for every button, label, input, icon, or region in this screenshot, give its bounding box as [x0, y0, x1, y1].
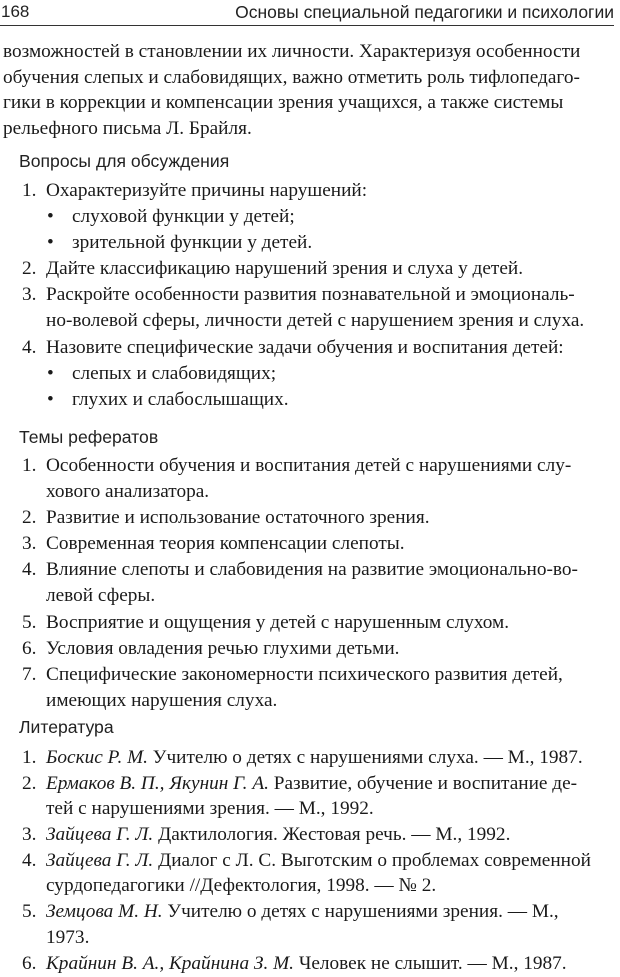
question-subitem [22, 204, 618, 230]
reference-text [46, 848, 591, 874]
reference-author: Зайцева Г. Л. [46, 849, 154, 871]
item-number: 5. [22, 611, 37, 633]
reference-author: Зайцева Г. Л. [46, 824, 154, 846]
item-text: Специфические закономерности психического развития детей, [46, 663, 563, 685]
reference-text [46, 951, 567, 977]
item-text: Дайте классификацию нарушений зрения и слуха у детей. [46, 258, 524, 280]
paragraph-line: возможностей в становлении их личности. Характеризуя особенности [3, 41, 581, 62]
reference-title: сурдопедагогики //Дефектология, 1998. — № 2. [46, 875, 437, 897]
topic-item-continuation [22, 479, 618, 505]
subitem-text: слепых и слабовидящих; [72, 362, 277, 384]
item-text: Условия овладения речью глухими детьми. [46, 637, 400, 659]
topic-item [22, 453, 618, 479]
bullet-mark: • [47, 206, 54, 228]
literature-heading: Литература [19, 717, 114, 737]
questions-heading: Вопросы для обсуждения [19, 151, 230, 171]
item-text: Современная теория компенсации слепоты. [46, 533, 405, 555]
item-text: Развитие и использование остаточного зрения. [46, 507, 430, 529]
reference-title: Дактилология. Жестовая речь. — М., 1992. [153, 824, 511, 846]
reference-item-continuation [22, 873, 618, 899]
question-item [22, 256, 618, 282]
item-number: 1. [22, 455, 37, 476]
item-text: Влияние слепоты и слабовидения на развитие эмоционально-во- [46, 559, 578, 581]
item-text: Восприятие и ощущения у детей с нарушенным слухом. [46, 611, 510, 633]
item-text: Особенности обучения и воспитания детей с нарушениями слу- [46, 455, 572, 476]
item-number: 5. [22, 901, 37, 923]
item-text: имеющих нарушения слуха. [46, 689, 278, 711]
topics-heading: Темы рефератов [19, 427, 159, 447]
topic-item [22, 505, 618, 531]
item-number: 1. [22, 180, 37, 201]
question-item [22, 282, 618, 308]
reference-text [46, 822, 510, 848]
reference-author: Земцова М. Н. [46, 901, 163, 923]
item-text: левой сферы. [46, 585, 156, 607]
topic-item [22, 610, 618, 636]
reference-item [22, 771, 618, 797]
bullet-mark: • [47, 388, 54, 410]
reference-author: Крайнин В. А., Крайнина З. М. [46, 952, 295, 974]
running-title: Основы специальной педагогики и психологии [235, 2, 614, 22]
item-number: 3. [22, 824, 37, 846]
reference-title: 1973. [46, 926, 90, 948]
topic-item [22, 636, 618, 662]
item-text: Охарактеризуйте причины нарушений: [46, 180, 368, 201]
reference-title: Диалог с Л. С. Выготским о проблемах современной [153, 849, 591, 871]
item-number: 2. [22, 258, 37, 280]
page-number: 168 [1, 2, 30, 21]
item-number: 4. [22, 849, 37, 871]
question-subitem [22, 387, 618, 413]
topics-list [22, 453, 618, 714]
reference-text [46, 771, 577, 797]
topic-item [22, 557, 618, 583]
subitem-text: глухих и слабослышащих. [72, 388, 289, 410]
item-text: Назовите специфические задачи обучения и воспитания детей: [46, 336, 564, 358]
reference-item [22, 951, 618, 977]
item-number: 7. [22, 663, 37, 685]
item-number: 4. [22, 559, 37, 581]
paragraph-line: гики в коррекции и компенсации зрения учащихся, а также системы [3, 92, 564, 114]
question-subitem [22, 230, 618, 256]
item-number: 3. [22, 284, 37, 306]
header-rule [0, 25, 614, 26]
reference-title: Человек не слышит. — М., 1987. [294, 952, 567, 974]
topic-item [22, 662, 618, 688]
reference-item-continuation [22, 796, 618, 822]
literature-list [22, 745, 618, 976]
item-number: 3. [22, 533, 37, 555]
question-subitem [22, 361, 618, 387]
bullet-mark: • [47, 232, 54, 254]
paragraph-line: рельефного письма Л. Брайля. [3, 117, 252, 139]
topic-item-continuation [22, 583, 618, 609]
question-item [22, 335, 618, 361]
item-text: но-волевой сферы, личности детей с нарушением зрения и слуха. [46, 310, 585, 332]
questions-list [22, 178, 618, 413]
item-number: 6. [22, 952, 37, 974]
topic-item [22, 531, 618, 557]
reference-text [46, 899, 559, 925]
subitem-text: зрительной функции у детей. [72, 232, 313, 254]
bullet-mark: • [47, 362, 54, 384]
question-item-continuation [22, 308, 618, 334]
reference-text [46, 745, 583, 771]
item-text: хового анализатора. [46, 481, 210, 503]
running-header [0, 0, 620, 30]
subitem-text: слуховой функции у детей; [72, 206, 295, 228]
reference-item [22, 899, 618, 925]
reference-title: Учителю о детях с нарушениями зрения. — М., [162, 901, 559, 923]
reference-title: Развитие, обучение и воспитание де- [268, 772, 578, 794]
question-item [22, 178, 618, 204]
item-number: 2. [22, 507, 37, 529]
item-number: 1. [22, 747, 37, 768]
reference-title: Учителю о детях с нарушениями слуха. — М., 1987. [147, 747, 583, 768]
paragraph-line: обучения слепых и слабовидящих, важно отметить роль тифлопедаго- [3, 66, 580, 88]
reference-item [22, 822, 618, 848]
reference-author: Ермаков В. П., Якунин Г. А. [46, 772, 269, 794]
topic-item-continuation [22, 688, 618, 714]
item-number: 6. [22, 637, 37, 659]
item-number: 2. [22, 772, 37, 794]
item-number: 4. [22, 336, 37, 358]
reference-item [22, 745, 618, 771]
reference-author: Боскис Р. М. [46, 747, 148, 768]
reference-item [22, 848, 618, 874]
item-text: Раскройте особенности развития познавательной и эмоциональ- [46, 284, 575, 306]
intro-paragraph [3, 39, 615, 141]
reference-title: тей с нарушениями зрения. — М., 1992. [46, 798, 374, 820]
reference-item-continuation [22, 925, 618, 951]
